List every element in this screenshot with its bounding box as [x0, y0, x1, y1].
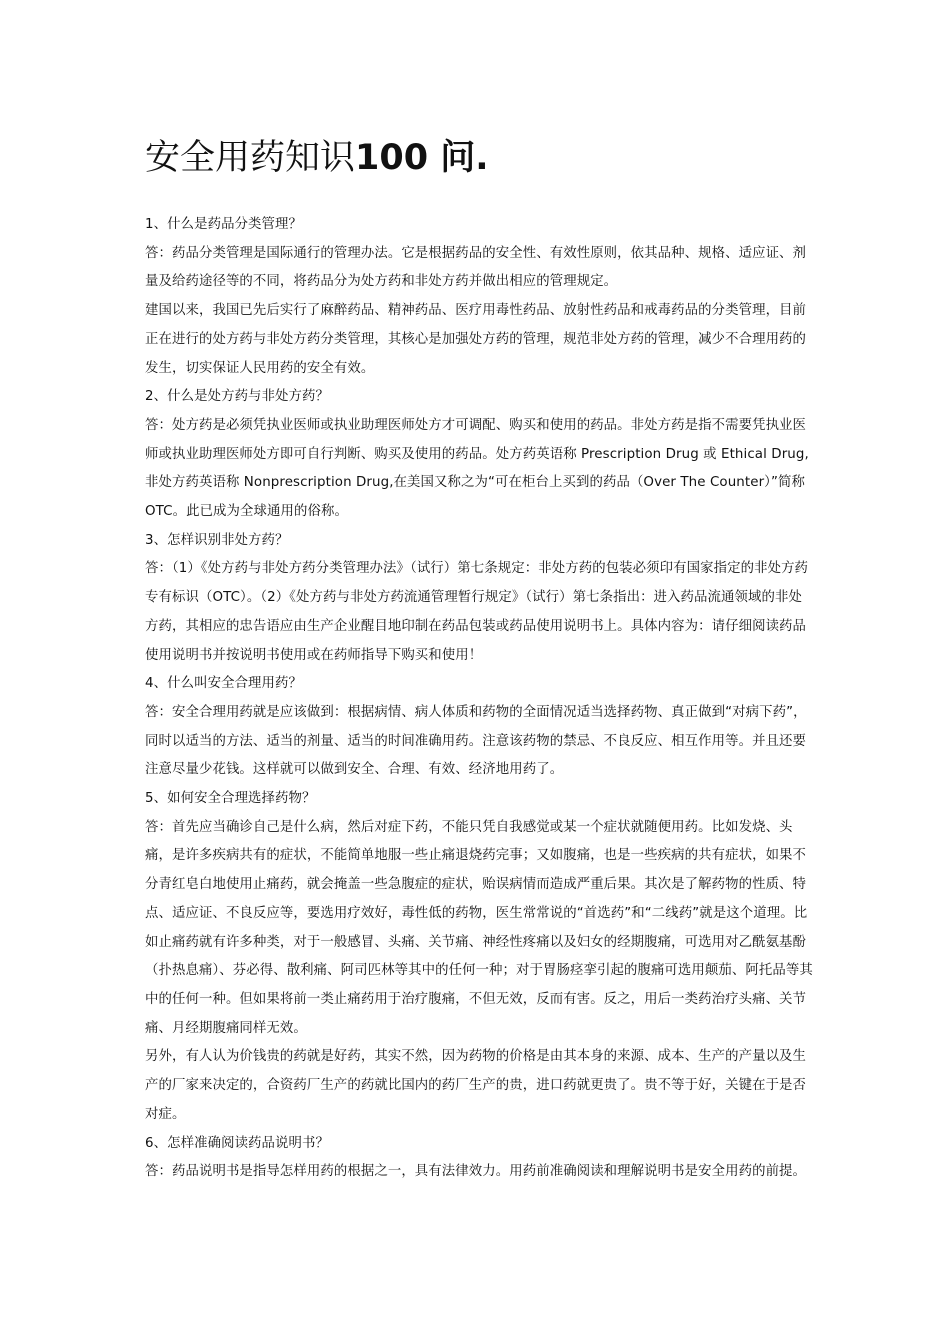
answer-paragraph: 另外，有人认为价钱贵的药就是好药，其实不然，因为药物的价格是由其本身的来源、成本、生产的产量以及生产的厂家来决定的，合资药厂生产的药就比国内的药厂生产的贵，进口药就更贵了。贵不等于好，关键在于是否对症。 [145, 1049, 807, 1122]
question-heading: 3、怎样识别非处方药？ [145, 532, 289, 548]
answer-paragraph: 建国以来，我国已先后实行了麻醉药品、精神药品、医疗用毒性药品、放射性药品和戒毒药品的分类管理，目前正在进行的处方药与非处方药分类管理，其核心是加强处方药的管理，规范非处方药的管理，减少不合理用药的发生，切实保证人民用药的安全有效。 [145, 303, 807, 376]
title-text: 安全用药知识 [145, 138, 356, 178]
answer-paragraph: 答：（1）《处方药与非处方药分类管理办法》（试行）第七条规定：非处方药的包装必须印有国家指定的非处方药专有标识（OTC）。（2）《处方药与非处方药流通管理暂行规定》（试行）第七条指出：进入药品流通领域的非处方药，其相应的忠告语应由生产企业醒目地印制在药品包装或药品使用说明书上。具体内容为：请仔细阅读药品使用说明书并按说明书使用或在药师指导下购买和使用！ [145, 561, 809, 663]
document-content [145, 136, 813, 1187]
question-heading: 5、如何安全合理选择药物？ [145, 791, 316, 807]
answer-paragraph: 答：处方药是必须凭执业医师或执业助理医师处方才可调配、购买和使用的药品。非处方药是指不需要凭执业医师或执业助理医师处方即可自行判断、购买及使用的药品。处方药英语称 Prescription Drug 或 Ethical Drug,非处方药英语称 Nonprescription Drug,在美国又称之为“可在柜台上买到的药品（Over The Counter）”简称 OTC。此已成为全球通用的俗称。 [145, 417, 809, 520]
answer-paragraph: 答：安全合理用药就是应该做到：根据病情、病人体质和药物的全面情况适当选择药物、真正做到“对病下药”，同时以适当的方法、适当的剂量、适当的时间准确用药。注意该药物的禁忌、不良反应、相互作用等。并且还要注意尽量少花钱。这样就可以做到安全、合理、有效、经济地用药了。 [145, 704, 807, 778]
title-number: 100 问. [355, 138, 489, 178]
document-body [145, 211, 813, 1187]
question-heading: 6、怎样准确阅读药品说明书？ [145, 1135, 329, 1151]
question-heading: 1、什么是药品分类管理？ [145, 217, 303, 232]
answer-paragraph: 答：药品说明书是指导怎样用药的根据之一，具有法律效力。用药前准确阅读和理解说明书是安全用药的前提。 [145, 1164, 807, 1180]
document-title [145, 136, 813, 180]
question-heading: 4、什么叫安全合理用药？ [145, 676, 303, 692]
question-heading: 2、什么是处方药与非处方药？ [145, 389, 329, 405]
answer-paragraph: 答：药品分类管理是国际通行的管理办法。它是根据药品的安全性、有效性原则，依其品种、规格、适应证、剂量及给药途径等的不同，将药品分为处方药和非处方药并做出相应的管理规定。 [145, 245, 807, 290]
answer-paragraph: 答：首先应当确诊自己是什么病，然后对症下药，不能只凭自我感觉或某一个症状就随便用药。比如发烧、头痛，是许多疾病共有的症状，不能简单地服一些止痛退烧药完事；又如腹痛，也是一些疾病的共有症状，如果不分青红皂白地使用止痛药，就会掩盖一些急腹症的症状，贻误病情而造成严重后果。其次是了解药物的性质、特点、适应证、不良反应等，要选用疗效好，毒性低的药物，医生常常说的“首选药”和“二线药”就是这个道理。比如止痛药就有许多种类，对于一般感冒、头痛、关节痛、神经性疼痛以及妇女的经期腹痛，可选用对乙酰氨基酚（扑热息痛）、芬必得、散利痛、阿司匹林等其中的任何一种；对于胃肠痉挛引起的腹痛可选用颠茄、阿托品等其中的任何一种。但如果将前一类止痛药用于治疗腹痛，不但无效，反而有害。反之，用后一类药治疗头痛、关节痛、月经期腹痛同样无效。 [145, 819, 813, 1036]
